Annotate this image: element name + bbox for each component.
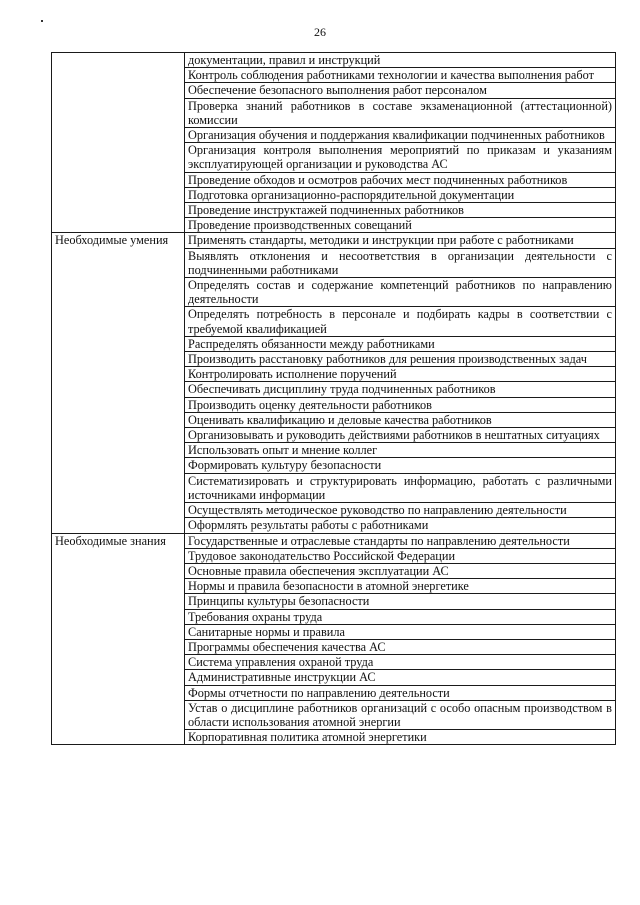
item-cell: Программы обеспечения качества АС: [185, 639, 616, 654]
item-cell: Производить оценку деятельности работников: [185, 397, 616, 412]
category-cell: Необходимые знания: [52, 533, 185, 745]
item-cell: документации, правил и инструкций: [185, 53, 616, 68]
item-cell: Систематизировать и структурировать информацию, работать с различными источниками информации: [185, 473, 616, 502]
item-cell: Устав о дисциплине работников организаций с особо опасным производством в области использования атомной энергии: [185, 700, 616, 729]
item-cell: Санитарные нормы и правила: [185, 624, 616, 639]
item-cell: Применять стандарты, методики и инструкции при работе с работниками: [185, 233, 616, 248]
item-cell: Проведение инструктажей подчиненных работников: [185, 203, 616, 218]
item-cell: Формы отчетности по направлению деятельности: [185, 685, 616, 700]
table-row: [52, 533, 616, 548]
item-cell: Формировать культуру безопасности: [185, 458, 616, 473]
item-cell: Выявлять отклонения и несоответствия в организации деятельности с подчиненными работниками: [185, 248, 616, 277]
item-cell: Организация обучения и поддержания квалификации подчиненных работников: [185, 128, 616, 143]
item-cell: Проверка знаний работников в составе экзаменационной (аттестационной) комиссии: [185, 98, 616, 127]
item-cell: Требования охраны труда: [185, 609, 616, 624]
item-cell: Основные правила обеспечения эксплуатации АС: [185, 563, 616, 578]
item-cell: Нормы и правила безопасности в атомной энергетике: [185, 579, 616, 594]
item-cell: Трудовое законодательство Российской Федерации: [185, 548, 616, 563]
table-row: [52, 53, 616, 68]
category-cell: Необходимые умения: [52, 233, 185, 533]
requirements-table: [51, 52, 616, 745]
item-cell: Организовывать и руководить действиями работников в нештатных ситуациях: [185, 428, 616, 443]
item-cell: Административные инструкции АС: [185, 670, 616, 685]
item-cell: Осуществлять методическое руководство по направлению деятельности: [185, 503, 616, 518]
item-cell: Организация контроля выполнения мероприятий по приказам и указаниям эксплуатирующей организации и руководства АС: [185, 143, 616, 172]
item-cell: Контролировать исполнение поручений: [185, 367, 616, 382]
table-row: [52, 233, 616, 248]
item-cell: Обеспечение безопасного выполнения работ персоналом: [185, 83, 616, 98]
item-cell: Оценивать квалификацию и деловые качества работников: [185, 412, 616, 427]
item-cell: Система управления охраной труда: [185, 655, 616, 670]
item-cell: Оформлять результаты работы с работниками: [185, 518, 616, 533]
item-cell: Определять состав и содержание компетенций работников по направлению деятельности: [185, 278, 616, 307]
item-cell: Производить расстановку работников для решения производственных задач: [185, 352, 616, 367]
item-cell: Определять потребность в персонале и подбирать кадры в соответствии с требуемой квалификацией: [185, 307, 616, 336]
item-cell: Корпоративная политика атомной энергетики: [185, 730, 616, 745]
item-cell: Обеспечивать дисциплину труда подчиненных работников: [185, 382, 616, 397]
item-cell: Распределять обязанности между работниками: [185, 336, 616, 351]
item-cell: Подготовка организационно-распорядительной документации: [185, 187, 616, 202]
item-cell: Проведение производственных совещаний: [185, 218, 616, 233]
scan-artifact-dot: [41, 20, 43, 22]
page-number: 26: [314, 25, 326, 39]
item-cell: Проведение обходов и осмотров рабочих мест подчиненных работников: [185, 172, 616, 187]
category-cell: [52, 53, 185, 233]
item-cell: Использовать опыт и мнение коллег: [185, 443, 616, 458]
item-cell: Контроль соблюдения работниками технологии и качества выполнения работ: [185, 68, 616, 83]
requirements-table-body: [52, 53, 616, 745]
item-cell: Государственные и отраслевые стандарты по направлению деятельности: [185, 533, 616, 548]
item-cell: Принципы культуры безопасности: [185, 594, 616, 609]
